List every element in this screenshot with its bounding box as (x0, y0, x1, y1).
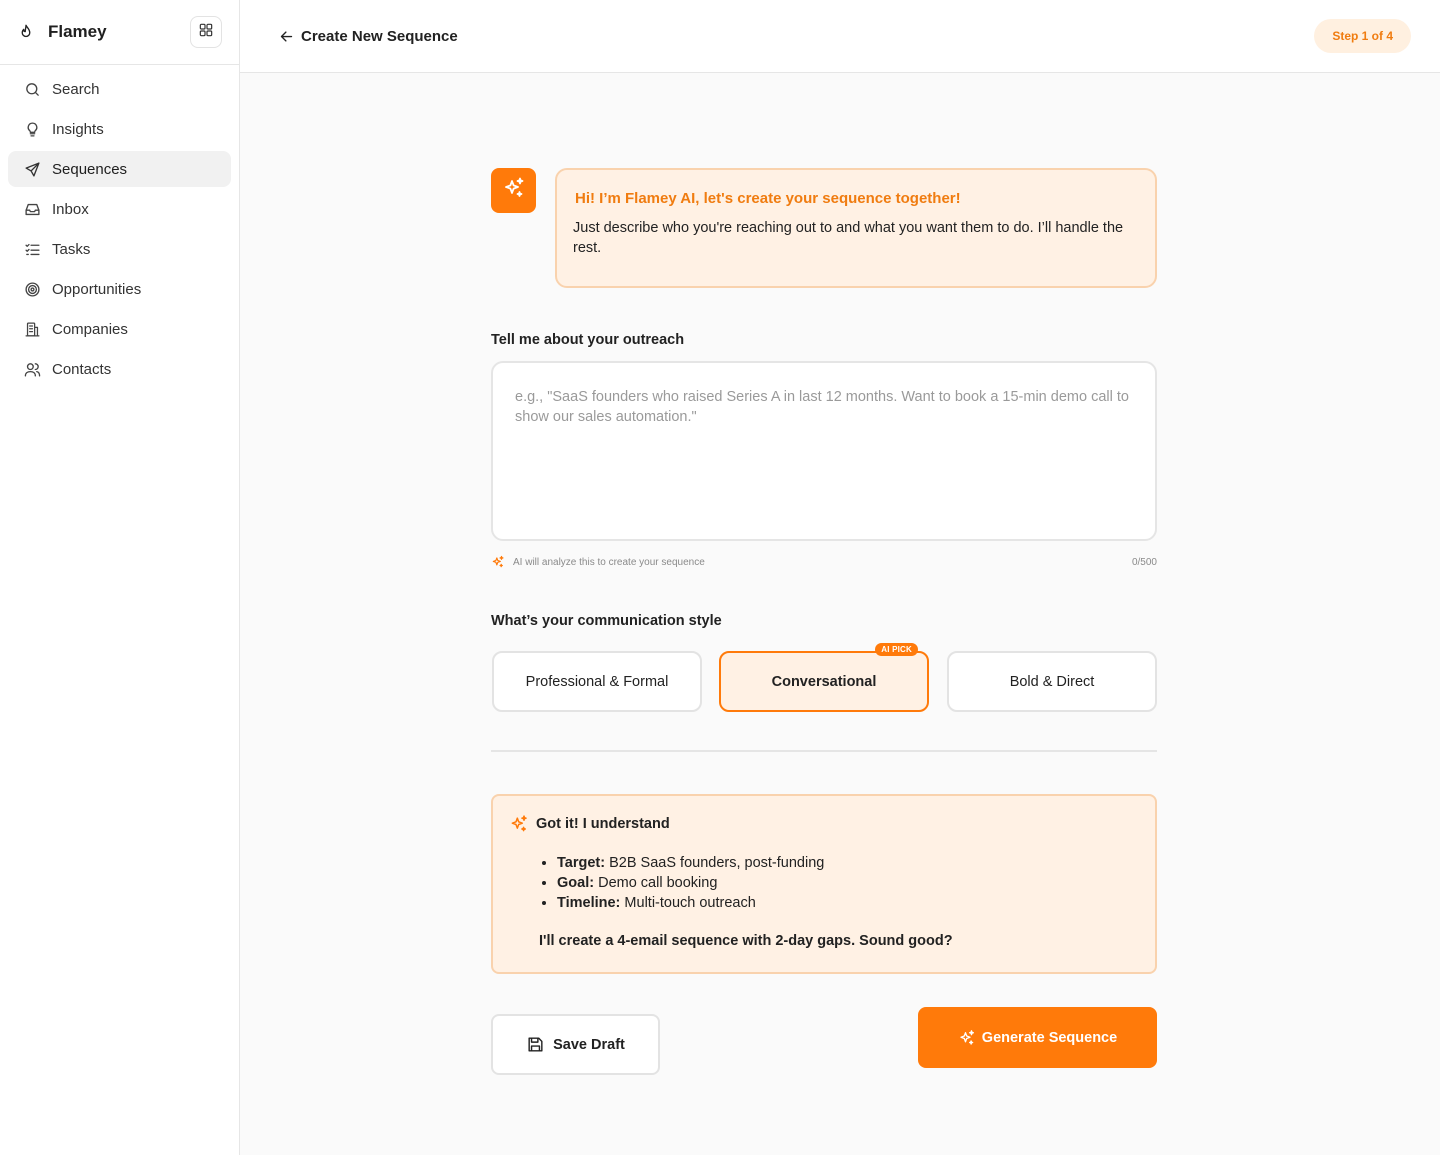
page-title: Create New Sequence (301, 27, 458, 45)
understanding-list (557, 853, 1139, 913)
ai-greeting: Hi! I’m Flamey AI, let's create your sequence together! (575, 190, 961, 207)
understanding-card (491, 794, 1157, 974)
sidebar (0, 0, 240, 1155)
style-label: What’s your communication style (491, 613, 722, 629)
checklist-icon (23, 240, 41, 258)
sidebar-item-label: Opportunities (52, 280, 142, 298)
ai-avatar (491, 168, 536, 213)
outreach-textarea-container (491, 361, 1157, 541)
generate-sequence-label: Generate Sequence (981, 1029, 1118, 1046)
sidebar-item-search[interactable] (8, 71, 231, 107)
point-value: Multi-touch outreach (624, 895, 756, 911)
sidebar-item-contacts[interactable] (8, 351, 231, 387)
save-draft-button[interactable] (491, 1014, 660, 1075)
style-option-label: Bold & Direct (1009, 673, 1095, 690)
style-option-label: Conversational (771, 673, 877, 690)
sidebar-item-label: Inbox (52, 200, 89, 218)
sidebar-item-label: Search (52, 80, 100, 98)
top-bar (240, 0, 1440, 73)
sparkle-icon (509, 814, 529, 834)
grid-icon (198, 22, 214, 43)
understanding-title: Got it! I understand (536, 816, 670, 832)
point-key: Target: (557, 855, 606, 871)
ai-message: Just describe who you're reaching out to and what you want them to do. I’ll handle the rest. (573, 220, 1124, 256)
sidebar-item-label: Sequences (52, 160, 128, 178)
step-badge: Step 1 of 4 (1314, 19, 1411, 53)
target-icon (23, 280, 41, 298)
floppy-disk-icon (526, 1035, 546, 1055)
search-icon (23, 80, 41, 98)
style-option-bold[interactable] (947, 651, 1157, 712)
arrow-left-icon (279, 28, 295, 44)
sidebar-nav (0, 65, 239, 387)
save-draft-label: Save Draft (553, 1036, 625, 1053)
sparkle-icon (958, 1029, 976, 1047)
users-icon (23, 360, 41, 378)
sidebar-item-label: Tasks (52, 240, 91, 258)
sidebar-item-tasks[interactable] (8, 231, 231, 267)
sidebar-item-opportunities[interactable] (8, 271, 231, 307)
sidebar-item-label: Companies (52, 320, 128, 338)
style-option-label: Professional & Formal (525, 673, 669, 690)
generate-sequence-button[interactable] (918, 1007, 1157, 1068)
sidebar-item-insights[interactable] (8, 111, 231, 147)
building-icon (23, 320, 41, 338)
flame-logo-icon (16, 22, 36, 42)
inbox-icon (23, 200, 41, 218)
sidebar-item-inbox[interactable] (8, 191, 231, 227)
sparkle-icon (491, 555, 505, 569)
brand-header (0, 0, 239, 65)
style-option-conversational[interactable] (719, 645, 929, 712)
point-key: Timeline: (557, 895, 621, 911)
hint-text: AI will analyze this to create your sequence (513, 556, 705, 568)
sidebar-item-label: Contacts (52, 360, 112, 378)
ai-pick-badge: AI PICK (875, 643, 918, 656)
divider (491, 750, 1157, 752)
sidebar-item-sequences[interactable] (8, 151, 231, 187)
apps-grid-button[interactable] (190, 16, 222, 48)
style-option-professional[interactable] (492, 651, 702, 712)
outreach-label: Tell me about your outreach (491, 332, 685, 348)
char-counter: 0/500 (1131, 557, 1157, 568)
list-item (557, 873, 1139, 893)
sidebar-item-label: Insights (52, 120, 104, 138)
app-name: Flamey (48, 22, 107, 41)
sparkle-icon (502, 176, 526, 205)
ai-message-bubble (555, 168, 1157, 288)
list-item (557, 853, 1139, 873)
understanding-summary: I'll create a 4-email sequence with 2-day gaps. Sound good? (539, 933, 953, 949)
point-key: Goal: (557, 875, 595, 891)
list-item (557, 893, 1139, 913)
lightbulb-icon (23, 120, 41, 138)
outreach-hint (491, 555, 705, 569)
send-icon (23, 160, 41, 178)
point-value: B2B SaaS founders, post-funding (609, 855, 825, 871)
sidebar-item-companies[interactable] (8, 311, 231, 347)
back-button[interactable] (279, 28, 458, 45)
outreach-textarea[interactable] (515, 387, 1133, 515)
point-value: Demo call booking (598, 875, 718, 891)
understanding-header (509, 814, 1139, 834)
